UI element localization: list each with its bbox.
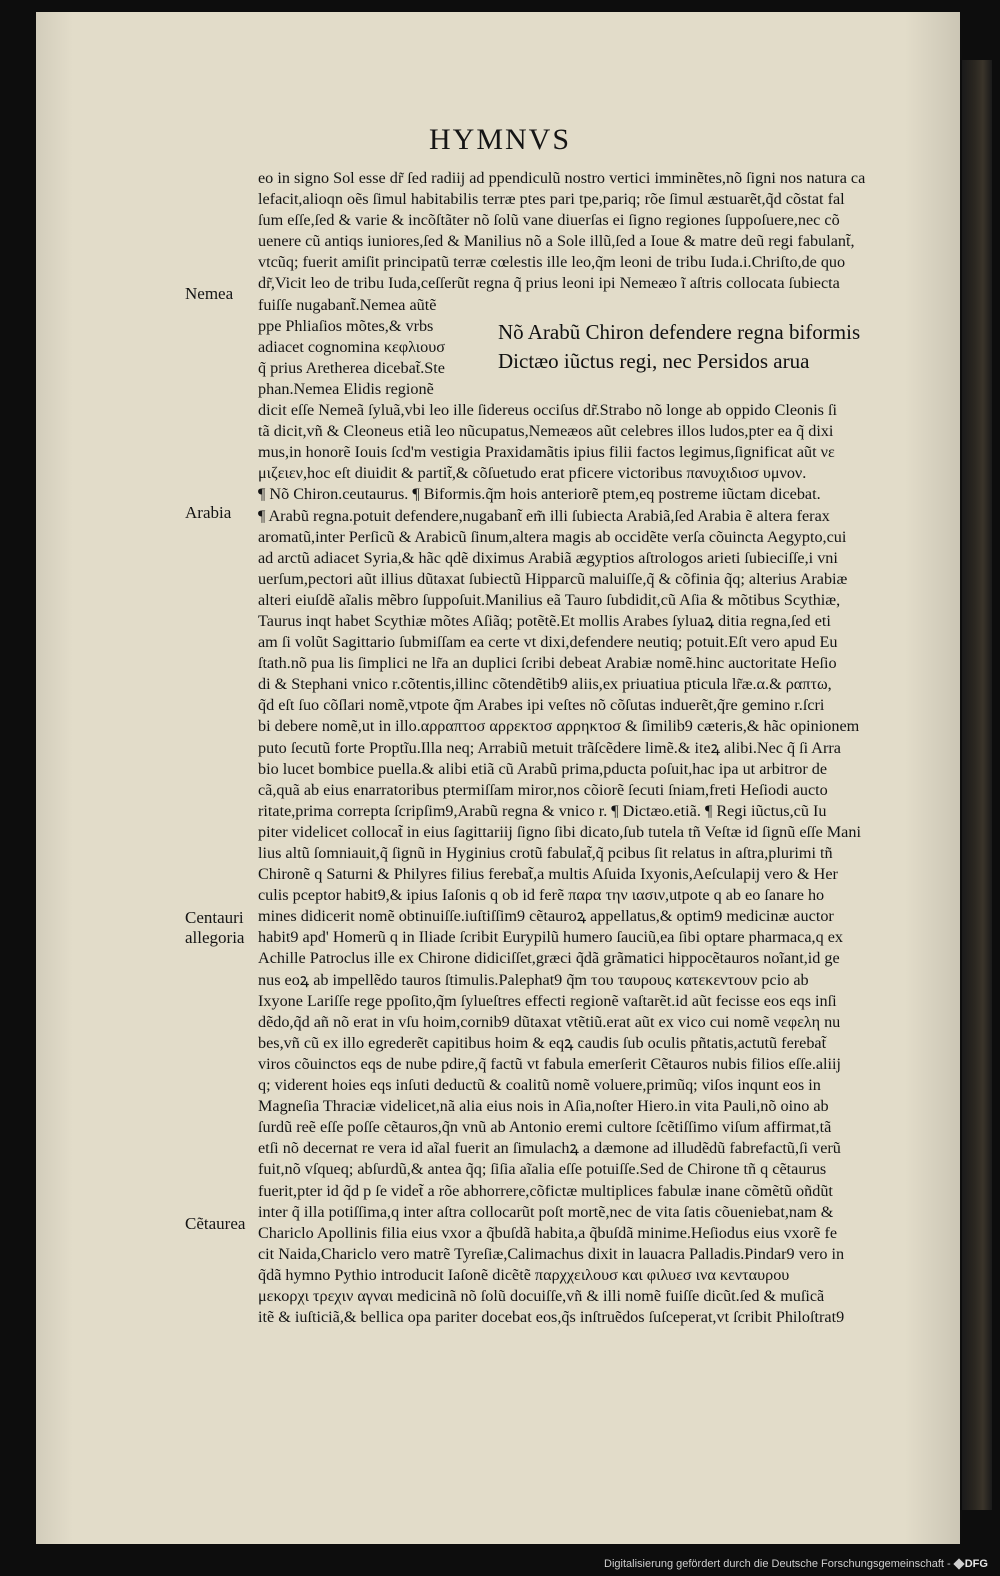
text-line: bio lucet bombice puella.& alibi etiã cũ Arabũ prima,pducta poſuit,hac ipa ut arbitror de	[258, 759, 828, 778]
text-line: puto ſecutũ forte Proptĩu.Illa neq; Arrabiũ metuit trãſcẽdere limẽ.& iteꝝ alibi.Nec q̃ ſi Arra	[258, 738, 841, 757]
text-line: Chariclo Apollinis filia eius vxor a q̃buſdã habita,a q̃buſdã minime.Heſiodus eius vxorẽ fe	[258, 1223, 838, 1242]
text-line: Chironẽ q Saturni & Philyres filius ferebat̃,a multis Aſuida Ixyonis,Aeſculapĳ vero & Her	[258, 865, 838, 884]
digitization-footer	[604, 1556, 996, 1572]
text-line: ſtath.nõ pua lis ſimplici ne lr̃a an duplici ſcribi debeat Arabiæ nomẽ.hinc auctoritate Heſio	[258, 654, 837, 673]
text-line: fuiſſe nugabant̃.Nemea aũtẽ	[258, 295, 437, 314]
text-line: μεκορχι τρεχιν αγναι medicinã nõ ſolũ docuiſſe,vñ & illi nomẽ fuiſſe dicũt.ſed & muſicã	[258, 1286, 825, 1305]
text-line: etſi nõ decernat re vera id aĩal fuerit an ſimulachꝝ a dæmone ad illudẽdũ fabrefactũ,ſi verũ	[258, 1139, 841, 1158]
margin-note-allegoria: allegoria	[185, 928, 245, 947]
text-line: am ſi volũt Sagittario ſubmiſſam ea certe vt dixi,defendere neutiq; potuit.Eſt vero apud Eu	[258, 633, 838, 652]
text-line: itẽ & iuſticiã,& bellica opa pariter docebat eos,q̃s inſtruẽdos ſuſceperat,vt ſcribit Philoſtrat9	[258, 1308, 845, 1327]
text-line: bes,vñ cũ ex illo egrederẽt capitibus hoim & eqꝝ caudis ſub oculis pñtatis,actutũ ferebat̃	[258, 1033, 827, 1052]
verse-line: Nõ Arabũ Chiron defendere regna biformis	[498, 320, 861, 344]
text-line: ad arctũ adiacet Syria,& hãc qdẽ diximus Arabiã ægyptios aſtrologos arieti ſubieciſſe,i vni	[258, 548, 838, 567]
text-line: habit9 apd' Homerũ q in Iliade ſcribit Eurypilũ humero ſauciũ,ea ſibi optare pharmaca,q ex	[258, 928, 844, 947]
text-line: ¶ Arabũ regna.potuit defendere,nugabant̃ em̃ illi ſubiecta Arabiã,ſed Arabia ẽ altera ferax	[258, 506, 830, 525]
text-line: fuerit,pter id q̃d p ſe videt̃ a rõe abhorrere,cõfictæ multiplices fabulæ inane cõmẽtũ oñdũt	[258, 1181, 833, 1200]
text-line: uenere cũ antiqs iuniores,ſed & Manilius nõ a Sole illũ,ſed a Ioue & matre deũ regi fabulant̃,	[258, 232, 855, 251]
text-line: uerſum,pectori aũt illius dũtaxat ſubiectũ Hipparcũ maluiſſe,q̃ & cõfinia q̃q; alterius Arabiæ	[258, 569, 848, 588]
text-line: inter q̃ illa potiſſima,q inter aſtra collocarũt poſt mortẽ,nec de vita ſatis cõueniebat,nam &	[258, 1202, 834, 1221]
margin-note-centaurea: Cẽtaurea	[185, 1214, 246, 1233]
text-line: eo in signo Sol esse dr̃ ſed radiĳ ad ppendiculũ nostro vertici imminẽtes,nõ ſigni nos natura ca	[258, 169, 866, 187]
text-line: dr̃,Vicit leo de tribu Iuda,ceſſerũt regna q̃ prius leoni ipi Nemeæo ĩ aſtris collocata ſubiecta	[258, 274, 840, 293]
text-line: q; viderent hoies eqs inſuti deductũ & coalitũ nomẽ voluere,primũq; viſos inqunt eos in	[258, 1076, 821, 1095]
text-line: piter videlicet collocat̃ in eius ſagittariĳ ſigno ſibi dicato,ſub tutela tñ Veſtæ id ſignũ eſſe Mani	[258, 822, 861, 841]
text-line: vtcũq; fuerit amiſit principatũ terræ cœlestis ille leo,q̃m leoni de tribu Iuda.i.Chriſto,de quo	[258, 253, 846, 272]
text-line: nus eoꝝ ab impellẽdo tauros ſtimulis.Palephat9 q̃m του ταυρους κατεκεντουν pcio ab	[258, 970, 809, 989]
text-line: cã,quã ab eius enarratoribus ptermiſſam miror,nos cõiorẽ ſecuti ſniam,freti Heſiodi aucto	[258, 780, 828, 799]
text-line: tã dicit,vñ & Cleoneus etiã leo nũcupatus,Nemeæos aũt celebres illos ludos,pter ea q̃ dixi	[258, 422, 834, 441]
verse-block	[498, 318, 938, 376]
text-line: Taurus inqt habet Scythiæ mõtes Aſiãq; potẽtẽ.Et mollis Arabes ſyluaꝝ ditia regna,ſed eti	[258, 611, 831, 630]
text-line: bi debere nomẽ,ut in illo.αρραπτοσ αρρεκτοσ αρρηκτοσ & ſimilib9 cæteris,& hãc opinionem	[258, 717, 860, 736]
text-line: adiacet cognomina κεφλιουσ	[258, 337, 445, 356]
footer-text: Digitalisierung gefördert durch die Deutsche Forschungsgemeinschaft -	[604, 1558, 951, 1570]
margin-note-centauri: Centauri	[185, 908, 244, 927]
text-line: phan.Nemea Elidis regionẽ	[258, 379, 434, 398]
text-line: ritate,prima correpta ſcripſim9,Arabũ regna & vnico r. ¶ Dictæo.etiã. ¶ Regi iũctus,cũ Iu	[258, 801, 827, 820]
text-line: dẽdo,q̃d añ nõ erat in vſu hoim,cornib9 dũtaxat vtẽtiũ.erat aũt ex vico cui nomẽ νεφελη nu	[258, 1012, 841, 1031]
text-line: cit Naida,Chariclo vero matrẽ Tyreſiæ,Calimachus dixit in lauacra Palladis.Pindar9 vero in	[258, 1244, 845, 1263]
text-line: viros cõuinctos eqs de nube pdire,q̃ factũ vt fabula emerſerit Cẽtauros nubis filios eſſe.aliĳ	[258, 1054, 841, 1073]
dfg-logo-text: DFG	[964, 1558, 988, 1570]
text-line: di & Stephani vnico r.cõtentis,illinc cõtendẽtib9 aliis,ex priuatiua pticula lr̃æ.α.& ραπτω,	[258, 675, 832, 694]
page-edge-shadow	[962, 60, 992, 1510]
text-line: ſurdũ reẽ eſſe poſſe cẽtauros,q̃n vnũ ab Antonio eremi cultore ſcẽtiſſimo viſum affirmat,tã	[258, 1118, 832, 1137]
text-line: Magneſia Thraciæ videlicet,nã alia eius nois in Aſia,noſter Hiero.in vita Pauli,nõ oino ab	[258, 1097, 829, 1116]
text-line: lefacit,alioqn oẽs ſimul habitabilis terræ ptes pari tpe,pariq; rõe ſimul æstuarẽt,q̃d cõstat fal	[258, 190, 845, 209]
dfg-logo	[955, 1558, 988, 1570]
text-line: aromatũ,inter Perſicũ & Arabicũ ſinum,altera magis ab occidẽte verſa cõuincta Aegypto,cui	[258, 527, 847, 546]
text-line: ppe Phliaſios mõtes,& vrbs	[258, 316, 434, 335]
text-line: ſum eſſe,ſed & varie & incõſtãter nõ ſolũ vane diuerſas ei ſigno regiones ſuppoſuere,nec cõ	[258, 211, 840, 230]
text-line: lius altũ ſomniauit,q̃ ſignũ in Hyginius crotũ fabulat̃,q̃ pcibus ſit relatus in aſtra,plurimi tñ	[258, 844, 833, 862]
text-line: mines didicerit nomẽ obtinuiſſe.iuſtiſſim9 cẽtauroꝝ appellatus,& optim9 medicinæ auctor	[258, 907, 834, 926]
text-line: μιζειεν,hoc eſt diuidit & partit̃,& cõſuetudo erat pficere victoribus πανυχιδιοσ υμνον.	[258, 464, 807, 483]
margin-note-arabia: Arabia	[185, 503, 232, 522]
margin-note-nemea: Nemea	[185, 284, 234, 303]
text-line: Ixyone Lariſſe rege ppoſito,q̃m ſylueſtres effecti regionẽ vaſtarẽt.id aũt fecisse eos eqs inſi	[258, 991, 837, 1010]
text-line: q̃dã hymno Pythio introducit Iaſonẽ dicẽtẽ παρχχειλουσ και φιλυεσ ινα κενταυρου	[258, 1265, 790, 1284]
text-line: Achille Patroclus ille ex Chirone didiciſſet,græci q̃dã grãmatici hippocẽtauros noĩant,id ge	[258, 949, 840, 968]
text-line: fuit,nõ vſqueq; abſurdũ,& antea q̃q; ſiſia aĩalia eſſe potuiſſe.Sed de Chirone tñ q cẽtaurus	[258, 1160, 827, 1179]
text-line: q̃d eſt ſuo cõſlari nomẽ,vtpote q̃m Arabes ipi veſtes nõ cõſutas induerẽt,q̃re gemino r.ſcri	[258, 696, 825, 715]
dfg-diamond-icon	[953, 1558, 964, 1569]
text-line: dicit eſſe Nemeã ſyluã,vbi leo ille ſidereus occiſus dr̃.Strabo nõ longe ab oppido Cleonis ſi	[258, 401, 838, 420]
text-line: ¶ Nõ Chiron.ceutaurus. ¶ Biformis.q̃m hois anteriorẽ ptem,eq postreme iũctam dicebat.	[258, 485, 821, 504]
text-line: culis pceptor habit9,& ipius Iaſonis q ob id ferẽ παρα την ιασιν,utpote q ab eo ſanare ho	[258, 886, 825, 905]
text-line: alteri eiuſdẽ aĩalis mẽbro ſuppoſuit.Manilius eã Tauro ſubdidit,cũ Aſia & mõtibus Scythiæ,	[258, 590, 841, 609]
text-line: q̃ prius Aretherea dicebat̃.Ste	[258, 358, 445, 377]
verse-line: Dictæo iũctus regi, nec Persidos arua	[498, 349, 810, 373]
text-line: mus,in honorẽ Iouis ſcd'm vestigia Praxidamãtis ipius filii factos legimus,ſignificat aũt νε	[258, 443, 835, 462]
running-head: HYMNVS	[428, 123, 572, 156]
